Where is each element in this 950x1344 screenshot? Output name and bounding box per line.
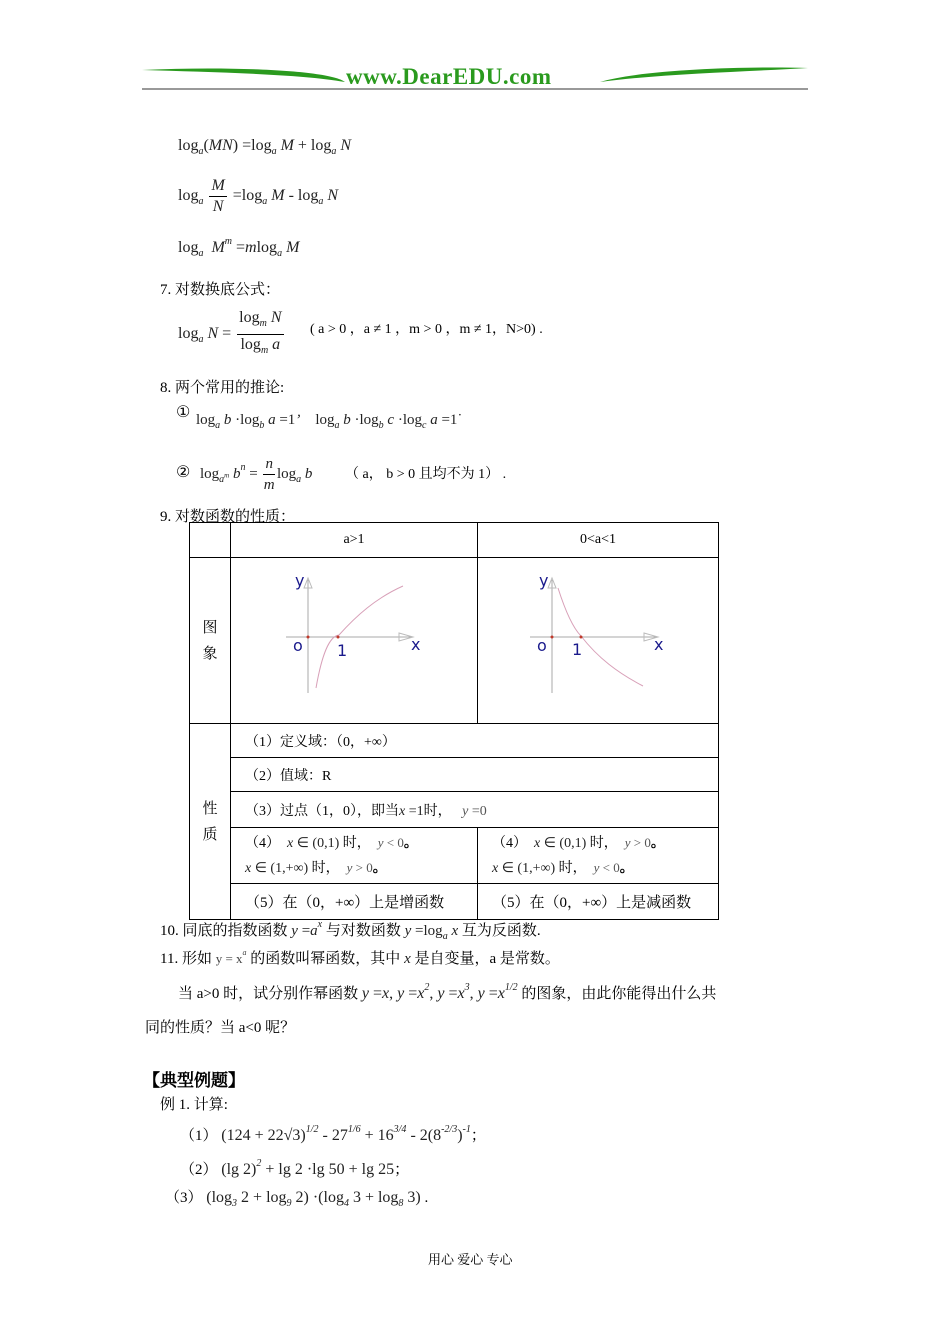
rule-product: $\log_a(MN) =\log_a$ $M + \log_a N$ [178,137,352,157]
section-8-title: 8. 两个常用的推论: [160,380,285,396]
row-label-properties: 性 质 [190,724,231,920]
svg-text:o: o [537,636,547,655]
svg-text:o: o [293,636,303,655]
prop-fixed-point: （3）过点（1，0），即当x =1时， y =0 [231,792,719,828]
power-function-question-cont: 同的性质？当 a<0 呢？ [145,1020,296,1036]
change-of-base-formula: $\log_a N$ = $\frac{\log_m N}{\log_m a}$ [178,309,282,356]
example-1-q3: （3） ($\log_3$ $2 + \log_9 2) \cdot(\log_4$ $3 + \log_8 3$) . [165,1189,429,1209]
prop-sign-increasing: （4） x ∈ (0,1) 时， y < 0。 x ∈ (1,+∞) 时， y > 0。 [231,828,478,884]
footer-slogan: 用心 爱心 专心 [428,1252,513,1267]
power-function-question: 当 a>0 时，试分别作幂函数 y =x, $y =x^2$, $y =x^3$, $y =x^{1/2}$ 的图象，由此你能得出什么共 [178,982,717,1002]
svg-text:1: 1 [337,641,348,660]
header-a-lt-1: 0<a<1 [478,523,719,558]
example-1-q2: （2） (lg 2)$^2$ + lg 2 ·lg 50 + lg 25； [180,1158,410,1178]
rule-quotient: $\log_a$ $\frac{M}{N}$ $=\log_a$ M - $\log_a N$ [178,177,339,215]
svg-text:x: x [411,635,421,654]
site-logo-text: www.DearEDU.com [346,64,552,89]
header-a-gt-1: a>1 [231,523,478,558]
left-swoosh [142,69,345,83]
svg-text:1: 1 [572,640,583,659]
section-10: 10. 同底的指数函数 $y =a^x$ 与对数函数 $y =\log_a$ x 互为反函数. [160,919,541,942]
graph-increasing-cell [231,558,478,724]
prop-domain: （1）定义域：（0，+∞） [231,724,719,758]
section-9-title: 9. 对数函数的性质： [160,509,296,525]
row-label-graph: 图 象 [190,558,231,724]
corollary-2-formula: $\log_{a^m} b^n$ = $\frac{n}{m}$ $\log_a b$ [200,456,313,493]
prop-range: （2）值域：R [231,758,719,792]
corollary-2-mark: ② [176,464,191,481]
example-1-title: 例 1. 计算: [160,1097,228,1113]
section-7-title: 7. 对数换底公式： [160,282,281,298]
corollary-2-condition: （ a， b > 0 且均不为 1） . [345,467,507,482]
log-properties-table [189,522,719,920]
corollary-1-formula: $\log_a b \cdot\log_b$ a =1’ $\log_a b \cdot\log_b$ $c \cdot\log_c$ a =1˙ [196,412,463,431]
right-swoosh [600,68,808,82]
graph-decreasing-cell [478,558,719,724]
graph-decreasing [478,558,718,718]
rule-power: $\log_a M^m =mlog_a$ M [178,236,300,259]
prop-decreasing: （5）在（0，+∞）上是减函数 [478,884,719,920]
example-1-q1: （1） $(124 + 22√3)^{1/2} - 27^{1/6} + 16^{3/4} - 2(8^{-2/3})^{-1}$； [180,1124,486,1144]
graph-increasing [231,558,477,718]
prop-sign-decreasing: （4） x ∈ (0,1) 时， y > 0。 x ∈ (1,+∞) 时， y < 0。 [478,828,719,884]
svg-text:x: x [654,635,664,654]
examples-heading: 【典型例题】 [143,1071,245,1090]
section-11: 11. 形如 $y = x^a$ 的函数叫幂函数，其中 x 是自变量，a 是常数。 [160,948,560,967]
prop-increasing: （5）在（0，+∞）上是增函数 [231,884,478,920]
change-of-base-condition: ( a > 0 ，a ≠ 1 ，m > 0 ，m ≠ 1，N>0) . [310,322,543,337]
svg-text:y: y [295,571,305,590]
svg-text:y: y [539,571,549,590]
corollary-1-mark: ① [176,404,191,421]
